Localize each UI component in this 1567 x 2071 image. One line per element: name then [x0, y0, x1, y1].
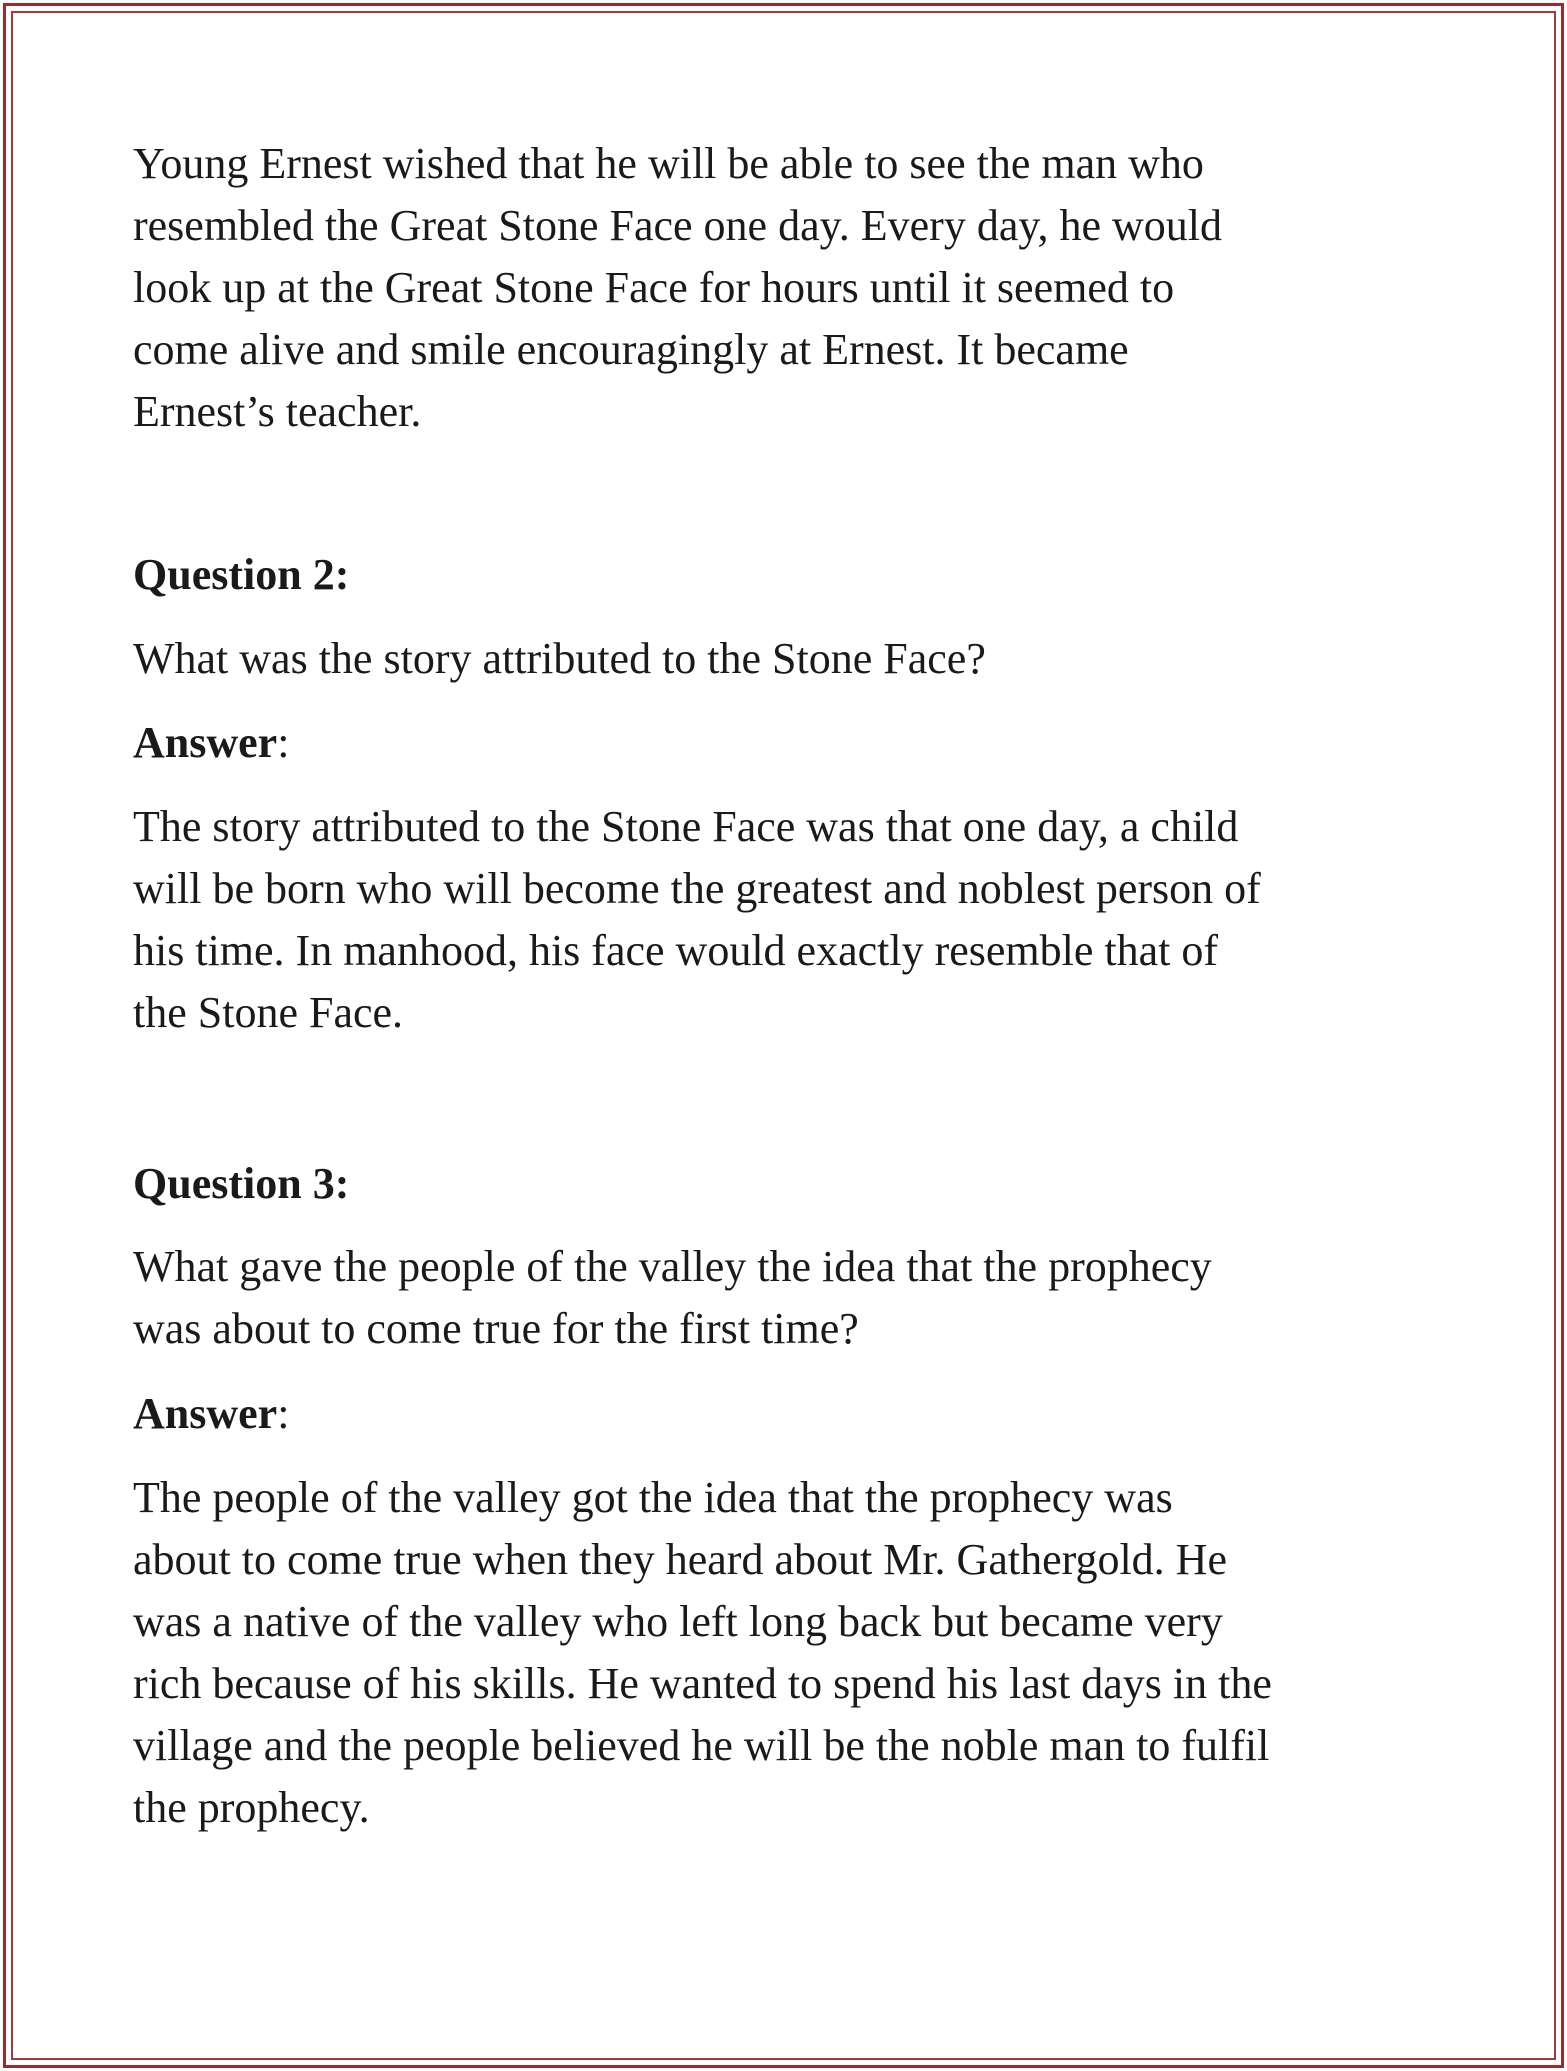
answer-label: Answer: [133, 1389, 278, 1438]
text-line: The story attributed to the Stone Face was that one day, a child: [133, 802, 1239, 851]
text-line: will be born who will become the greatest and noblest person of: [133, 864, 1261, 913]
question-3-answer: [133, 1467, 1272, 1839]
question-3-heading: Question 3:: [133, 1159, 350, 1208]
answer-colon: :: [277, 718, 290, 767]
text-line: village and the people believed he will be the noble man to fulfil: [133, 1721, 1270, 1770]
question-3-text: [133, 1236, 1212, 1360]
text-line: rich because of his skills. He wanted to spend his last days in the: [133, 1659, 1272, 1708]
intro-paragraph: [133, 133, 1222, 443]
question-2-answer-label: [133, 712, 289, 774]
answer-colon: :: [277, 1389, 290, 1438]
text-line: look up at the Great Stone Face for hours until it seemed to: [133, 263, 1175, 312]
text-line: come alive and smile encouragingly at Ernest. It became: [133, 325, 1129, 374]
text-line: The people of the valley got the idea that the prophecy was: [133, 1473, 1173, 1522]
text-line: the Stone Face.: [133, 988, 404, 1037]
question-2-text: What was the story attributed to the Stone Face?: [133, 634, 986, 683]
text-line: Ernest’s teacher.: [133, 387, 422, 436]
text-line: his time. In manhood, his face would exactly resemble that of: [133, 926, 1219, 975]
question-2-heading: Question 2:: [133, 550, 350, 599]
text-line: was about to come true for the first time?: [133, 1304, 859, 1353]
text-line: What gave the people of the valley the idea that the prophecy: [133, 1242, 1212, 1291]
text-line: the prophecy.: [133, 1783, 370, 1832]
text-line: about to come true when they heard about Mr. Gathergold. He: [133, 1535, 1227, 1584]
text-line: Young Ernest wished that he will be able to see the man who: [133, 139, 1204, 188]
question-2-answer: [133, 796, 1261, 1044]
text-line: was a native of the valley who left long back but became very: [133, 1597, 1223, 1646]
text-line: resembled the Great Stone Face one day. Every day, he would: [133, 201, 1223, 250]
answer-label: Answer: [133, 718, 278, 767]
question-3-answer-label: [133, 1383, 289, 1445]
